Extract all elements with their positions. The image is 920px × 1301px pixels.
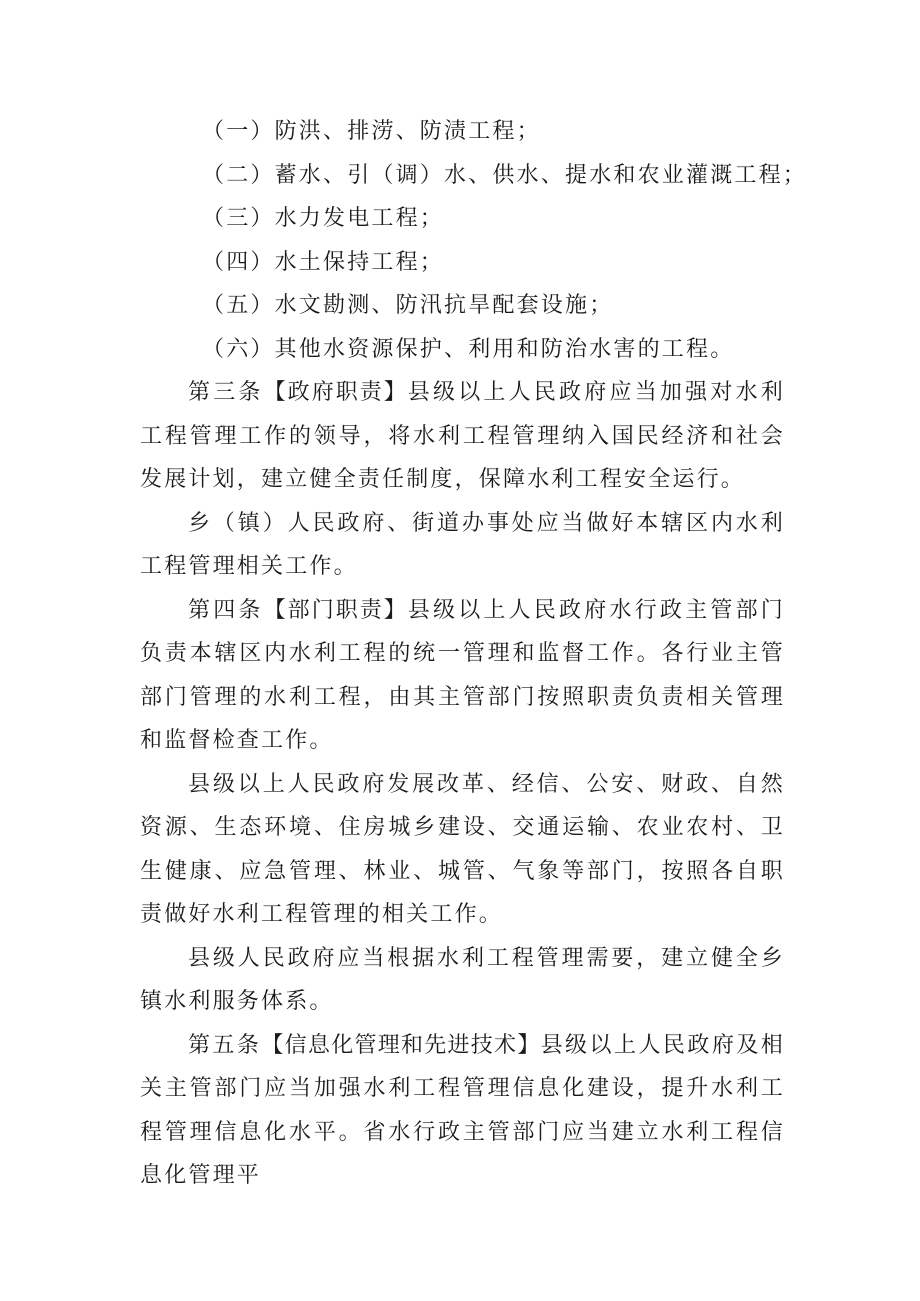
article-3-body: 县级以上人民政府应当加强对水利工程管理工作的领导，将水利工程管理纳入国民经济和社会发展计划，建立健全责任制度，保障水利工程安全运行。 [140, 380, 785, 492]
article-4-body: 县级以上人民政府水行政主管部门负责本辖区内水利工程的统一管理和监督工作。各行业主管部门管理的水利工程，由其主管部门按照职责负责相关管理和监督检查工作。 [140, 597, 785, 753]
article-4-paragraph-2: 县级以上人民政府发展改革、经信、公安、财政、自然资源、生态环境、住房城乡建设、交通运输、农业农村、卫生健康、应急管理、林业、城管、气象等部门，按照各自职责做好水利工程管理的相关工作。 [140, 771, 785, 927]
list-item-2: （二）蓄水、引（调）水、供水、提水和农业灌溉工程； [202, 162, 808, 188]
article-3-number: 第三条 [188, 380, 264, 405]
article-4-title: 【部门职责】 [263, 597, 408, 623]
article-4-paragraph [140, 589, 785, 763]
article-5-title: 【信息化管理和先进技术】 [261, 1032, 541, 1058]
document-body [140, 110, 808, 1198]
article-5-body: 县级以上人民政府及相关主管部门应当加强水利工程管理信息化建设，提升水利工程管理信息化水平。省水行政主管部门应当建立水利工程信息化管理平 [140, 1032, 785, 1188]
article-4-paragraph-3: 县级人民政府应当根据水利工程管理需要，建立健全乡镇水利服务体系。 [140, 945, 785, 1014]
list-item-6: （六）其他水资源保护、利用和防治水害的工程。 [202, 336, 735, 362]
article-4-number: 第四条 [188, 597, 264, 623]
article-3-paragraph-2: 乡（镇）人民政府、街道办事处应当做好本辖区内水利工程管理相关工作。 [140, 510, 785, 579]
article-3-paragraph [140, 371, 785, 502]
list-item-3: （三）水力发电工程； [202, 206, 445, 231]
list-item-1: （一）防洪、排涝、防渍工程； [202, 119, 541, 144]
list-item-4: （四）水土保持工程； [202, 249, 445, 275]
article-3-title: 【政府职责】 [263, 380, 408, 405]
list-item-5: （五）水文勘测、防汛抗旱配套设施； [202, 293, 614, 318]
article-5-paragraph [140, 1024, 785, 1198]
article-5-number: 第五条 [188, 1032, 262, 1058]
